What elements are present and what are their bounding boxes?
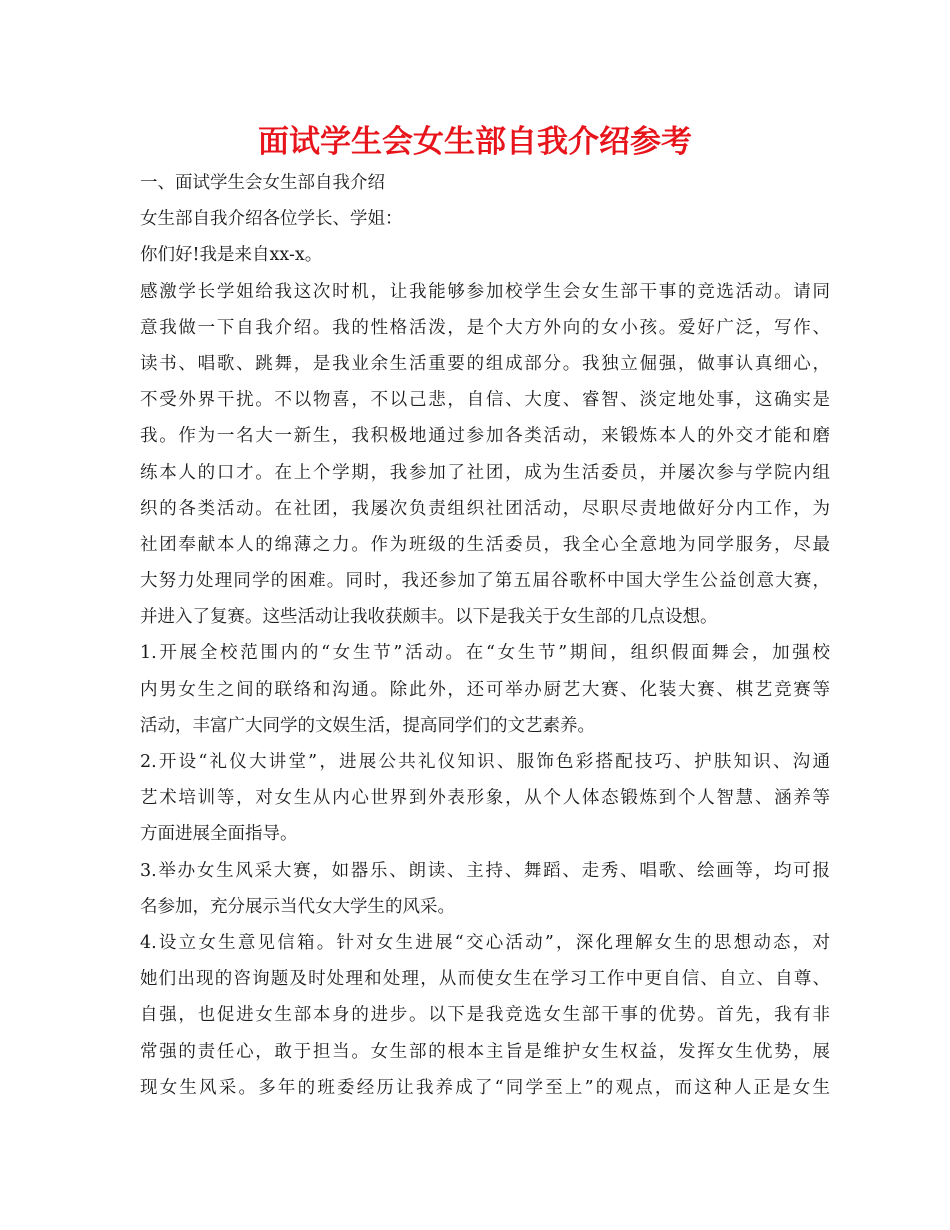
document-body — [140, 165, 830, 1106]
paragraph-line: 并进入了复赛。这些活动让我收获颇丰。以下是我关于女生部的几点设想。 — [140, 607, 718, 628]
paragraph-line: 现女生风采。多年的班委经历让我养成了“同学至上”的观点，而这种人正是女生 — [140, 1077, 830, 1098]
paragraph-line: 我。作为一名大一新生，我积极地通过参加各类活动，来锻炼本人的外交才能和磨 — [140, 426, 830, 447]
paragraph-line: 活动，丰富广大同学的文娱生活，提高同学们的文艺素养。 — [140, 715, 595, 736]
paragraph-line: 女生部自我介绍各位学长、学姐： — [140, 209, 403, 230]
paragraph-line: 方面进展全面指导。 — [140, 824, 298, 845]
document-title: 面试学生会女生部自我介绍参考 — [258, 124, 692, 160]
paragraph-line: 读书、唱歌、跳舞，是我业余生活重要的组成部分。我独立倔强，做事认真细心， — [140, 353, 830, 374]
paragraph-line: 大努力处理同学的困难。同时，我还参加了第五届谷歌杯中国大学生公益创意大赛， — [140, 571, 830, 592]
paragraph-line: 不受外界干扰。不以物喜，不以己悲，自信、大度、睿智、淡定地处事，这确实是 — [140, 390, 830, 411]
paragraph-line: 织的各类活动。在社团，我屡次负责组织社团活动，尽职尽责地做好分内工作，为 — [140, 498, 830, 519]
paragraph-line: 名参加，充分展示当代女大学生的风采。 — [140, 896, 455, 917]
paragraph-line: 一、面试学生会女生部自我介绍 — [140, 173, 385, 193]
paragraph-line: 社团奉献本人的绵薄之力。作为班级的生活委员，我全心全意地为同学服务，尽最 — [140, 534, 830, 555]
paragraph-line: 艺术培训等，对女生从内心世界到外表形象，从个人体态锻炼到个人智慧、涵养等 — [140, 788, 830, 809]
paragraph-line: 4.设立女生意见信箱。针对女生进展“交心活动”，深化理解女生的思想动态，对 — [140, 932, 830, 953]
paragraph-line: 你们好!我是来自xx-x。 — [140, 245, 323, 266]
paragraph-line: 感激学长学姐给我这次时机，让我能够参加校学生会女生部干事的竞选活动。请同 — [140, 281, 830, 302]
paragraph-line: 2.开设“礼仪大讲堂”，进展公共礼仪知识、服饰色彩搭配技巧、护肤知识、沟通 — [140, 752, 830, 772]
paragraph-line: 自强，也促进女生部本身的进步。以下是我竞选女生部干事的优势。首先，我有非 — [140, 1005, 830, 1026]
paragraph-line: 1.开展全校范围内的“女生节”活动。在“女生节”期间，组织假面舞会，加强校 — [140, 643, 830, 664]
paragraph-line: 常强的责任心，敢于担当。女生部的根本主旨是维护女生权益，发挥女生优势，展 — [140, 1041, 830, 1062]
paragraph-line: 意我做一下自我介绍。我的性格活泼，是个大方外向的女小孩。爱好广泛，写作、 — [140, 317, 830, 338]
paragraph-line: 内男女生之间的联络和沟通。除此外，还可举办厨艺大赛、化装大赛、棋艺竞赛等 — [140, 679, 830, 700]
paragraph-line: 她们出现的咨询题及时处理和处理，从而使女生在学习工作中更自信、自立、自尊、 — [140, 969, 830, 990]
paragraph-line: 3.举办女生风采大赛，如器乐、朗读、主持、舞蹈、走秀、唱歌、绘画等，均可报 — [140, 860, 830, 881]
paragraph-line: 练本人的口才。在上个学期，我参加了社团，成为生活委员，并屡次参与学院内组 — [140, 462, 830, 483]
